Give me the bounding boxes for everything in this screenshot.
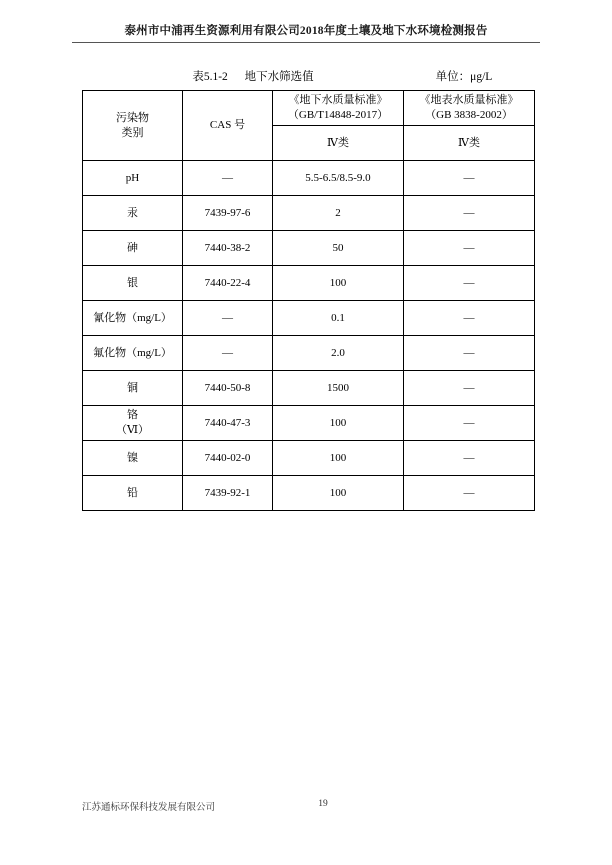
cell-gb14848: 5.5-6.5/8.5-9.0 [273,161,404,196]
cell-cas: 7440-22-4 [183,266,273,301]
cell-gb14848: 1500 [273,371,404,406]
table-row [83,301,535,336]
cell-cas: — [183,301,273,336]
header-pollutant-category: 污染物 类别 [83,91,183,161]
cell-cas: 7440-38-2 [183,231,273,266]
table-row [83,441,535,476]
cell-cas: 7439-97-6 [183,196,273,231]
cell-cas: — [183,336,273,371]
header-gb14848: 《地下水质量标准》 （GB/T14848-2017） [273,91,404,126]
data-table-wrapper [82,90,534,511]
cell-gb3838: — [404,301,535,336]
subheader-gb3838-class: Ⅳ类 [404,126,535,161]
cell-pollutant: 银 [83,266,183,301]
cell-gb14848: 2 [273,196,404,231]
cell-pollutant: 铅 [83,476,183,511]
cell-pollutant: 汞 [83,196,183,231]
header-gb3838: 《地表水质量标准》 （GB 3838-2002） [404,91,535,126]
cell-gb14848: 50 [273,231,404,266]
cell-gb3838: — [404,266,535,301]
cell-pollutant: 镍 [83,441,183,476]
cell-gb14848: 0.1 [273,301,404,336]
cell-gb3838: — [404,406,535,441]
cell-gb3838: — [404,371,535,406]
cell-gb14848: 100 [273,476,404,511]
cell-pollutant: 砷 [83,231,183,266]
page-number: 19 [318,799,328,809]
cell-pollutant: pH [83,161,183,196]
table-unit: 单位：μg/L [435,71,493,83]
cell-pollutant: 氟化物（mg/L） [83,336,183,371]
table-row [83,231,535,266]
cell-pollutant: 铬 （Ⅵ） [83,406,183,441]
cell-gb3838: — [404,476,535,511]
cell-cas: 7440-47-3 [183,406,273,441]
cell-pollutant: 氰化物（mg/L） [83,301,183,336]
cell-cas: — [183,161,273,196]
table-row [83,336,535,371]
subheader-gb14848-class: Ⅳ类 [273,126,404,161]
cell-gb14848: 100 [273,406,404,441]
table-row [83,371,535,406]
header-title: 泰州市中浦再生资源利用有限公司2018年度土壤及地下水环境检测报告 [124,25,488,37]
cell-cas: 7440-50-8 [183,371,273,406]
table-row [83,406,535,441]
table-number: 表5.1-2 [192,71,228,83]
cell-cas: 7440-02-0 [183,441,273,476]
header-divider [72,42,540,43]
footer-company: 江苏通标环保科技发展有限公司 [82,803,216,813]
cell-gb3838: — [404,336,535,371]
cell-pollutant: 铜 [83,371,183,406]
cell-gb3838: — [404,231,535,266]
cell-gb14848: 100 [273,266,404,301]
cell-cas: 7439-92-1 [183,476,273,511]
table-row [83,196,535,231]
cell-gb14848: 2.0 [273,336,404,371]
table-title: 地下水筛选值 [244,71,314,83]
cell-gb3838: — [404,441,535,476]
table-caption [82,68,394,84]
cell-gb3838: — [404,161,535,196]
table-row [83,161,535,196]
cell-gb14848: 100 [273,441,404,476]
table-row [83,266,535,301]
table-caption-row [82,68,534,84]
header-cas-number: CAS 号 [183,91,273,161]
groundwater-screening-table [82,90,535,511]
table-header-row [83,91,535,126]
cell-gb3838: — [404,196,535,231]
page-header [72,22,540,43]
table-row [83,476,535,511]
page-footer [82,799,534,813]
